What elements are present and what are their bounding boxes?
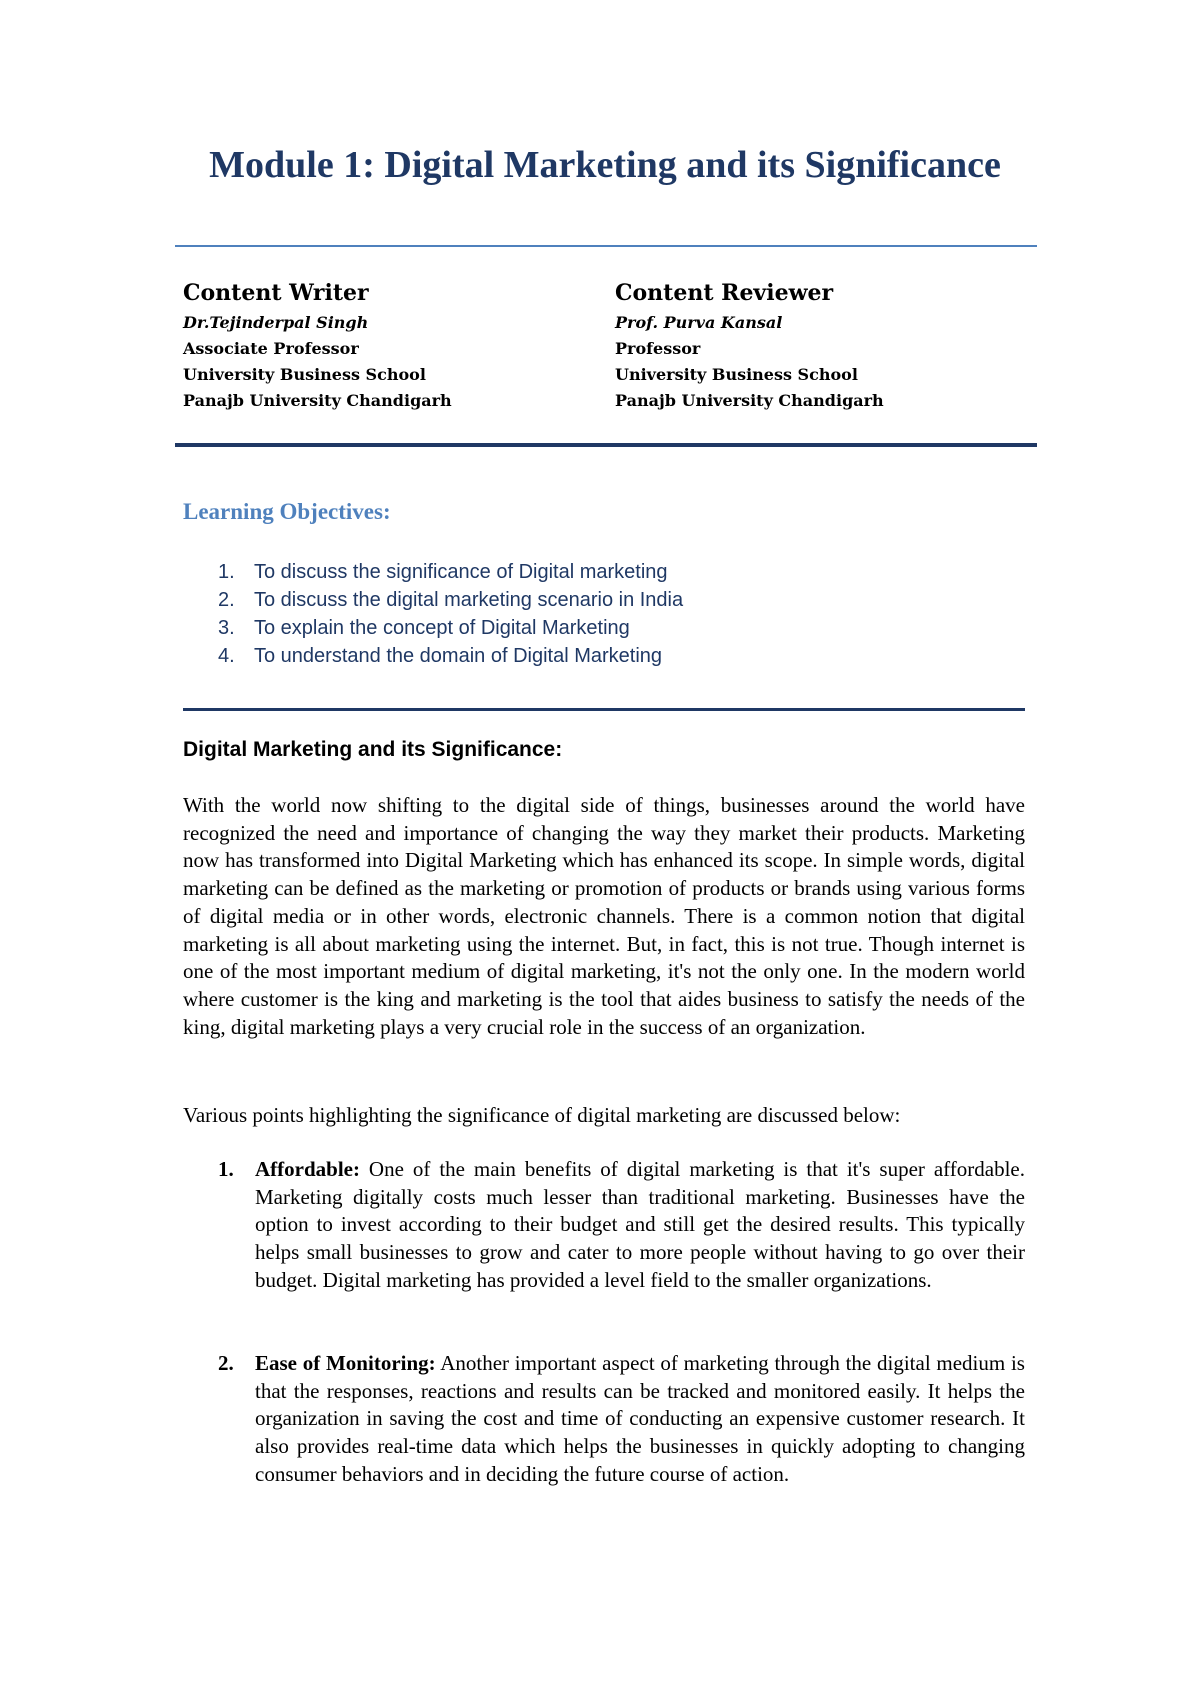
list-item (218, 586, 683, 614)
significance-point-affordable (218, 1156, 1025, 1295)
list-item (218, 614, 683, 642)
section-heading: Digital Marketing and its Significance: (183, 738, 563, 761)
points-lead-in: Various points highlighting the significance of digital marketing are discussed below: (183, 1103, 901, 1127)
content-writer-university: Panajb University Chandigarh (183, 391, 452, 410)
point-label: Ease of Monitoring: (255, 1351, 436, 1375)
learning-objectives-heading: Learning Objectives: (183, 499, 391, 524)
credits-divider (175, 443, 1037, 447)
point-body (255, 1156, 1025, 1295)
content-writer-department: University Business School (183, 365, 426, 384)
point-number: 1. (218, 1157, 234, 1181)
content-reviewer-heading: Content Reviewer (615, 280, 834, 306)
list-item-number: 4. (218, 645, 235, 667)
page-title: Module 1: Digital Marketing and its Significance (209, 144, 1001, 186)
list-item-text: To discuss the digital marketing scenario in India (254, 589, 684, 611)
list-item-number: 1. (218, 561, 235, 583)
content-reviewer-block (615, 278, 884, 414)
point-label: Affordable: (255, 1157, 360, 1181)
list-item-text: To explain the concept of Digital Marketing (254, 617, 630, 639)
content-writer-position: Associate Professor (183, 339, 359, 358)
point-number: 2. (218, 1351, 234, 1375)
point-body (255, 1350, 1025, 1489)
list-item-number: 3. (218, 617, 235, 639)
content-writer-heading: Content Writer (183, 280, 369, 306)
content-writer-block (183, 278, 452, 414)
content-reviewer-position: Professor (615, 339, 701, 358)
list-item-text: To understand the domain of Digital Marketing (254, 645, 663, 667)
list-item-text: To discuss the significance of Digital marketing (254, 561, 668, 583)
content-reviewer-department: University Business School (615, 365, 858, 384)
section-paragraph: With the world now shifting to the digital side of things, businesses around the world have recognized the need and importance of changing the way they market their products. Marketing now has transformed into Digital Marketing which has enhanced its scope. In simple words, digital marketing can be defined as the marketing or promotion of products or brands using various forms of digital media or in other words, electronic channels. There is a common notion that digital marketing is all about marketing using the internet. But, in fact, this is not true. Though internet is one of the most important medium of digital marketing, it's not the only one. In the modern world where customer is the king and marketing is the tool that aides business to satisfy the needs of the king, digital marketing plays a very crucial role in the success of an organization. (183, 793, 1025, 1039)
section-divider (183, 708, 1025, 711)
list-item-number: 2. (218, 589, 235, 611)
point-text: One of the main benefits of digital marketing is that it's super affordable. Marketing digitally costs much lesser than traditional marketing. Businesses have the option to invest according to their budget and still get the desired results. This typically helps small businesses to grow and cater to more people without having to go over their budget. Digital marketing has provided a level field to the smaller organizations. (255, 1157, 1025, 1292)
title-divider (175, 245, 1037, 247)
content-reviewer-name: Prof. Purva Kansal (615, 313, 783, 332)
content-reviewer-university: Panajb University Chandigarh (615, 391, 884, 410)
learning-objectives-list (218, 558, 683, 670)
significance-point-monitoring (218, 1350, 1025, 1489)
list-item (218, 642, 683, 670)
list-item (218, 558, 683, 586)
point-text: Another important aspect of marketing through the digital medium is that the responses, reactions and results can be tracked and monitored easily. It helps the organization in saving the cost and time of conducting an expensive customer research. It also provides real-time data which helps the businesses in quickly adopting to changing consumer behaviors and in deciding the future course of action. (255, 1351, 1025, 1486)
content-writer-name: Dr.Tejinderpal Singh (183, 313, 369, 332)
